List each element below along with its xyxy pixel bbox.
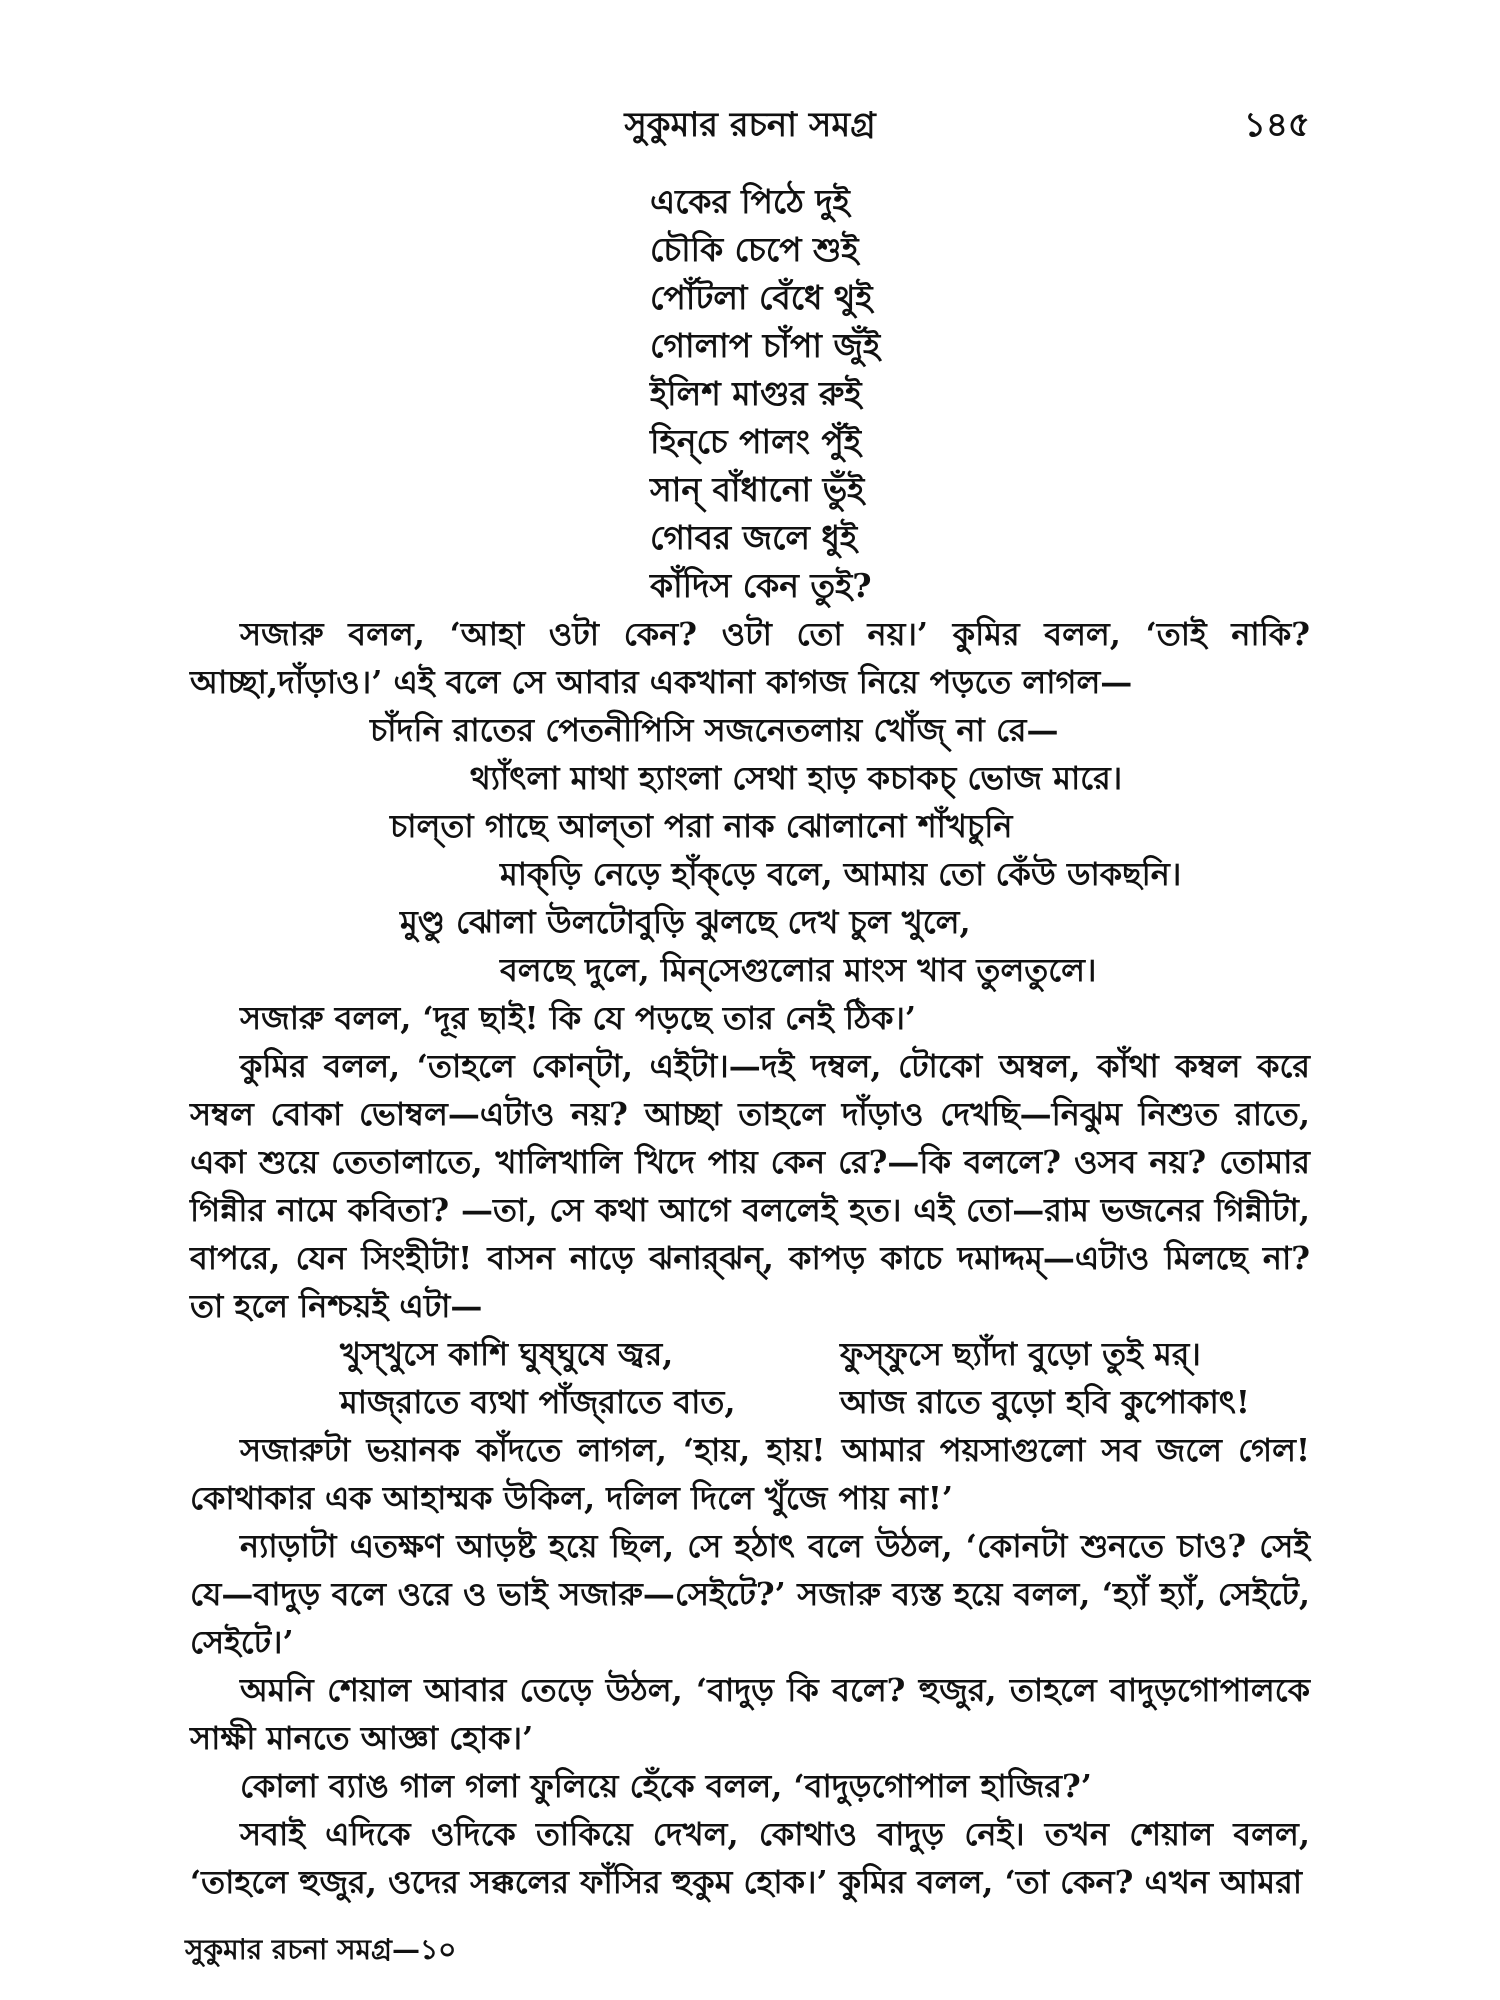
poem-line: ইলিশ মাগুর রুই — [650, 374, 862, 413]
body-text — [190, 610, 1310, 1906]
poem-line: গোবর জলে ধুই — [650, 518, 858, 557]
paragraph: সবাই এদিকে ওদিকে তাকিয়ে দেখল, কোথাও বাদুড় নেই। তখন শেয়াল বলল, ‘তাহলে হুজুর, ওদের সক্কলের ফাঁসির হুকুম হোক।’ কুমির বলল, ‘তা কেন? এখন আমরা — [190, 1815, 1310, 1901]
poem-line: একের পিঠে দুই — [650, 182, 850, 221]
verse-couplet — [190, 1378, 1310, 1426]
running-header — [190, 100, 1310, 150]
poem-line: হিন্‌চে পালং পুঁই — [650, 422, 861, 461]
page-number: ১৪৫ — [1243, 105, 1310, 145]
poem-line: সান্‌ বাঁধানো ভুঁই — [650, 470, 865, 509]
poem-line: কাঁদিস কেন তুই? — [650, 566, 872, 605]
poem-line: চৌকি চেপে শুই — [650, 230, 859, 269]
paragraph: অমনি শেয়াল আবার তেড়ে উঠল, ‘বাদুড় কি বলে? হুজুর, তাহলে বাদুড়গোপালকে সাক্ষী মানতে আজ্ঞা হোক।’ — [190, 1671, 1310, 1757]
verse-left: খুস্‌খুসে কাশি ঘুষ্‌ঘুষে জ্বর, — [340, 1335, 674, 1373]
poem-stanza-one — [650, 178, 1170, 610]
verse-line: বলছে দুলে, মিন্‌সেগুলোর মাংস খাব তুলতুলে। — [500, 951, 1097, 989]
footer-signature: সুকুমার রচনা সমগ্র—১০ — [185, 1933, 457, 1966]
verse-right: আজ রাতে বুড়ো হবি কুপোকাৎ! — [840, 1383, 1250, 1421]
paragraph: সজারু বলল, ‘দূর ছাই! কি যে পড়ছে তার নেই ঠিক।’ — [240, 999, 917, 1037]
running-title: সুকুমার রচনা সমগ্র — [624, 105, 876, 145]
verse-right: ফুস্‌ফুসে ছ্যাঁদা বুড়ো তুই মর্‌। — [840, 1335, 1201, 1373]
verse-couplet — [190, 1330, 1310, 1378]
paragraph: কোলা ব্যাঙ গাল গলা ফুলিয়ে হেঁকে বলল, ‘বাদুড়গোপাল হাজির?’ — [240, 1767, 1092, 1805]
verse-line: চাঁদনি রাতের পেতনীপিসি সজনেতলায় খোঁজ্‌ না রে— — [370, 711, 1059, 749]
verse-line: মাক্‌ড়ি নেড়ে হাঁক্‌ড়ে বলে, আমায় তো কেঁউ ডাকছনি। — [500, 855, 1182, 893]
verse-line: মুণ্ডু ঝোলা উলটোবুড়ি ঝুলছে দেখ চুল খুলে, — [400, 903, 971, 941]
verse-line: চাল্‌তা গাছে আল্‌তা পরা নাক ঝোলানো শাঁখচুনি — [390, 807, 1013, 845]
poem-line: পোঁটলা বেঁধে থুই — [650, 278, 873, 317]
paragraph: সজারু বলল, ‘আহা ওটা কেন? ওটা তো নয়।’ কুমির বলল, ‘তাই নাকি? আচ্ছা,দাঁড়াও।’ এই বলে সে আবার একখানা কাগজ নিয়ে পড়তে লাগল— — [190, 615, 1310, 701]
paragraph: কুমির বলল, ‘তাহলে কোন্‌টা, এইটা।—দই দম্বল, টোকো অম্বল, কাঁথা কম্বল করে সম্বল বোকা ভোম্বল—এটাও নয়? আচ্ছা তাহলে দাঁড়াও দেখছি—নিঝুম নিশুত রাতে, একা শুয়ে তেতালাতে, খালিখালি খিদে পায় কেন রে?—কি বললে? ওসব নয়? তোমার গিন্নীর নামে কবিতা? —তা, সে কথা আগে বললেই হত। এই তো—রাম ভজনের গিন্নীটা, বাপরে, যেন সিংহীটা! বাসন নাড়ে ঝনার্‌ঝন্‌, কাপড় কাচে দমাদ্দম্‌—এটাও মিলছে না? তা হলে নিশ্চয়ই এটা— — [190, 1047, 1310, 1325]
paragraph: ন্যাড়াটা এতক্ষণ আড়ষ্ট হয়ে ছিল, সে হঠাৎ বলে উঠল, ‘কোনটা শুনতে চাও? সেই যে—বাদুড় বলে ওরে ও ভাই সজারু—সেইটে?’ সজারু ব্যস্ত হয়ে বলল, ‘হ্যাঁ হ্যাঁ, সেইটে, সেইটে।’ — [190, 1527, 1310, 1661]
verse-left: মাজ্‌রাতে ব্যথা পাঁজ্‌রাতে বাত, — [340, 1383, 736, 1421]
paragraph: সজারুটা ভয়ানক কাঁদতে লাগল, ‘হায়, হায়! আমার পয়সাগুলো সব জলে গেল! কোথাকার এক আহাম্মক উকিল, দলিল দিলে খুঁজে পায় না!’ — [190, 1431, 1310, 1517]
poem-line: গোলাপ চাঁপা জুঁই — [650, 326, 881, 365]
verse-line: থ্যাঁৎলা মাথা হ্যাংলা সেথা হাড় কচাকচ্‌ ভোজ মারে। — [470, 759, 1123, 797]
